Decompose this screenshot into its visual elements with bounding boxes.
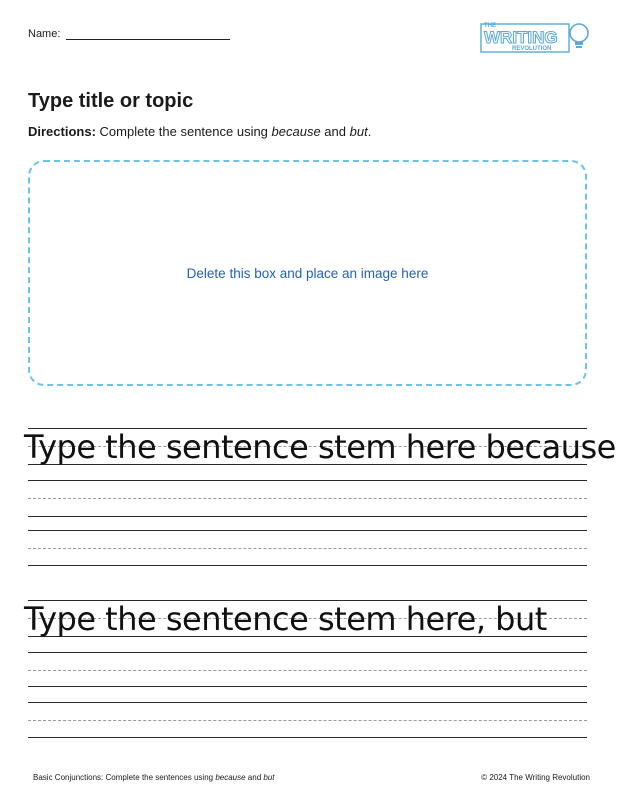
writing-line-top bbox=[28, 530, 587, 531]
sentence-stem-because[interactable]: Type the sentence stem here because bbox=[24, 428, 616, 466]
handwriting-block-but[interactable] bbox=[24, 598, 587, 738]
directions-period: . bbox=[367, 124, 372, 139]
handwriting-block-because[interactable] bbox=[24, 426, 616, 566]
name-field[interactable] bbox=[28, 28, 230, 40]
page-title: Type title or topic bbox=[28, 90, 194, 112]
logo-the: THE bbox=[484, 23, 496, 29]
directions-because: because bbox=[271, 124, 321, 139]
writing-line-base bbox=[28, 686, 587, 687]
writing-line-mid bbox=[28, 670, 587, 671]
writing-line-mid bbox=[28, 548, 587, 549]
directions-label: Directions: bbox=[28, 124, 96, 139]
image-placeholder-text: Delete this box and place an image here bbox=[186, 265, 429, 281]
writing-line-mid bbox=[28, 498, 587, 499]
writing-line-base bbox=[28, 737, 587, 738]
writing-line-top bbox=[28, 480, 587, 481]
writing-line-top bbox=[28, 702, 587, 703]
footer-and: and bbox=[245, 773, 264, 782]
directions-but: but bbox=[349, 124, 368, 139]
name-label: Name: bbox=[28, 28, 61, 40]
directions-and: and bbox=[320, 124, 350, 139]
footer-left-text: Basic Conjunctions: Complete the sentences using bbox=[33, 773, 216, 782]
image-placeholder-box[interactable] bbox=[28, 160, 587, 386]
footer-left bbox=[33, 773, 275, 782]
footer-copyright: © 2024 The Writing Revolution bbox=[481, 773, 590, 782]
writing-line-top bbox=[28, 652, 587, 653]
directions-text: Complete the sentence using bbox=[99, 124, 272, 139]
writing-line-base bbox=[28, 516, 587, 517]
logo-revolution: REVOLUTION bbox=[512, 46, 552, 52]
directions bbox=[28, 124, 371, 139]
logo-writing: WRITING bbox=[484, 28, 558, 47]
writing-line-mid bbox=[28, 720, 587, 721]
writing-line-base bbox=[28, 565, 587, 566]
footer-because: because bbox=[215, 773, 246, 782]
lightbulb-icon bbox=[570, 24, 588, 48]
sentence-stem-but[interactable]: Type the sentence stem here, but bbox=[24, 600, 547, 638]
footer-but: but bbox=[263, 773, 275, 782]
writing-revolution-logo bbox=[480, 18, 592, 56]
name-line[interactable] bbox=[66, 29, 230, 40]
